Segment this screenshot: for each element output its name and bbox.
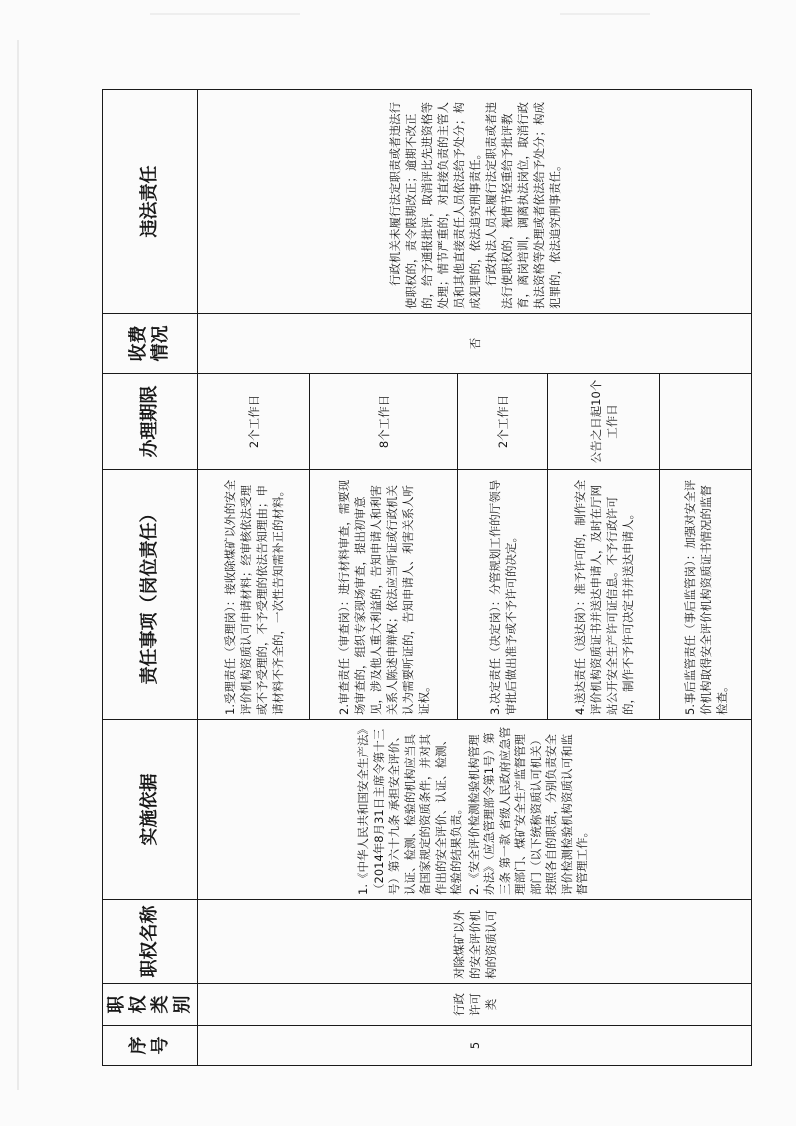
cell-violation xyxy=(198,90,752,314)
cell-fee: 否 xyxy=(198,314,752,374)
basis-paragraph-2: 2.《安全评价检测检验机构管理办法》（应急管理部令第1号）第三条 第一款 省级人民政府应急管理部门、煤矿安全生产监督管理部门（以下统称资质认可机关）按照各自的职责，分别负责安全评价检测检验机构资质认可和监督管理工作。 xyxy=(466,726,590,895)
duty-decide: 3.决定责任（决定岗）：分管规划工作的厅领导审批后做出准予或不予许可的决定。 xyxy=(458,470,548,720)
basis-paragraph-1: 1.《中华人民共和国安全生产法》（2014年8月31日主席令第十三号）第六十九条 承担安全评价、认证、检测、检验的机构应当具备国家规定的资质条件，并对其作出的安全评价、认证、检测、检验的结果负责。 xyxy=(356,728,464,895)
cell-no: 5 xyxy=(198,1026,752,1066)
duty-table xyxy=(102,89,752,1066)
header-basis: 实施依据 xyxy=(103,720,198,900)
header-fee: 收费情况 xyxy=(103,314,198,374)
deadline-review: 8个工作日 xyxy=(310,374,458,470)
violation-paragraph-1: 行政机关未履行法定职责或者违法行使职权的，责令限期改正；逾期不改正的，给予通报批评，取消评比先进资格等处理；情节严重的，对直接负责的主管人员和其他直接责任人员依法给予处分；构成犯罪的，依法追究刑事责任。 xyxy=(387,102,482,309)
deadline-accept: 2个工作日 xyxy=(198,374,310,470)
header-row xyxy=(103,90,198,1066)
cell-basis xyxy=(198,720,752,900)
header-violation: 违法责任 xyxy=(103,90,198,314)
rotated-table-page xyxy=(102,90,728,1066)
cell-name: 对除煤矿以外的安全评价机构的资质认可 xyxy=(198,900,752,984)
header-duty: 责任事项（岗位责任） xyxy=(103,470,198,720)
header-category: 职权类别 xyxy=(103,984,198,1026)
duty-deliver: 4.送达责任（送达岗）：准予许可的，制作安全评价机构资质证书并送达申请人，及时在厅网站公开安全生产许可证信息。不予行政许可的，制作不予许可决定书并送达申请人。 xyxy=(548,470,660,720)
violation-paragraph-2: 行政执法人员未履行法定职责或者违法行使职权的，视情节轻重给予批评教育，离岗培训，调离执法岗位，取消行政执法资格等处理或者依法给予处分；构成犯罪的，依法追究刑事责任。 xyxy=(483,102,562,309)
table-row xyxy=(198,90,310,1066)
duty-supervise: 5.事后监管责任（事后监管岗）：加强对安全评价机构取得安全评价机构资质证书情况的监督检查。 xyxy=(660,470,752,720)
duty-review: 2.审查责任（审查岗）：进行材料审查，需要现场审查的，组织专家现场审查，提出初审意见，涉及他人重大利益的，告知申请人和利害关系人陈述申辩权；依法应当听证或行政机关认为需要听证的，告知申请人、利害关系人听证权。 xyxy=(310,470,458,720)
header-name: 职权名称 xyxy=(103,900,198,984)
cell-category: 行政许可类 xyxy=(198,984,752,1026)
duty-accept: 1.受理责任（受理岗）：接收除煤矿以外的安全评价机构资质认可申请材料；经审核依法受理或不予受理的，不予受理的依法告知理由；申请材料不齐全的，一次性告知需补正的材料。 xyxy=(198,470,310,720)
header-deadline: 办理期限 xyxy=(103,374,198,470)
deadline-decide: 2个工作日 xyxy=(458,374,548,470)
deadline-supervise xyxy=(660,374,752,470)
header-no: 序号 xyxy=(103,1026,198,1066)
deadline-deliver: 公告之日起10个工作日 xyxy=(548,374,660,470)
